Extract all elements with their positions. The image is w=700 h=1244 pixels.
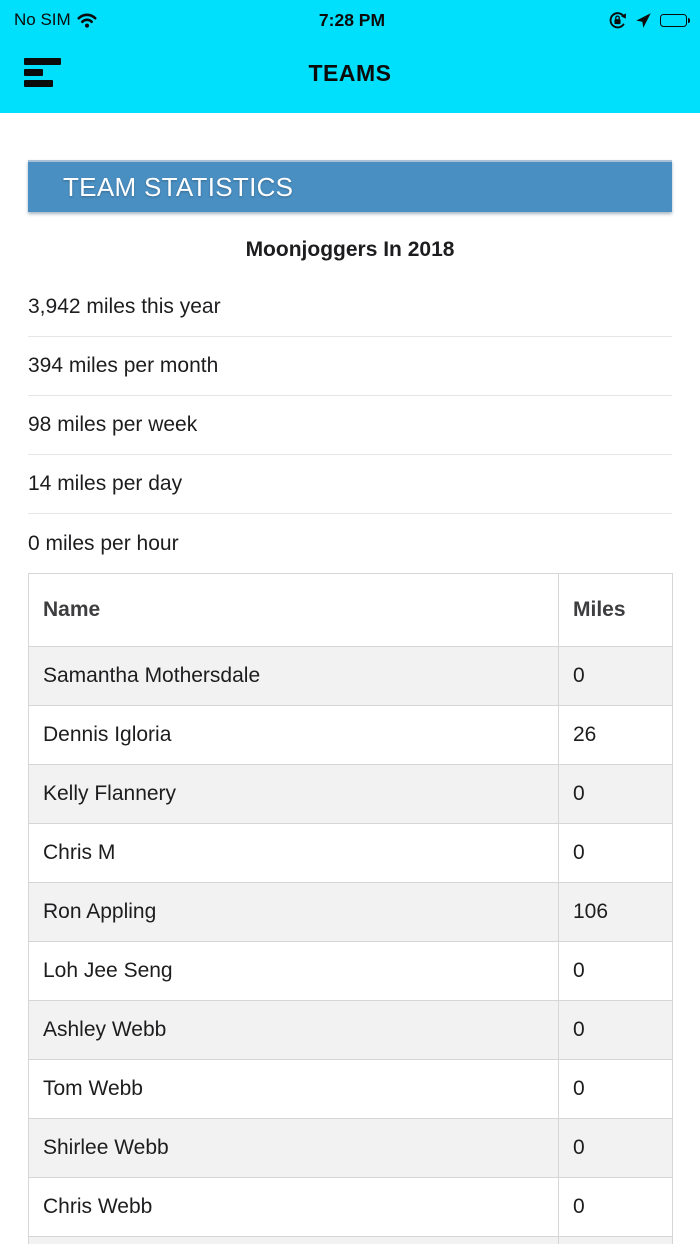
carrier-label: No SIM bbox=[14, 10, 71, 29]
stat-item: 98 miles per week bbox=[28, 396, 672, 455]
content-area bbox=[0, 160, 700, 1244]
column-header-miles: Miles bbox=[559, 574, 673, 647]
battery-icon bbox=[660, 14, 691, 27]
table-row bbox=[29, 1001, 673, 1060]
member-name-cell: Loh Jee Seng bbox=[29, 942, 559, 1001]
section-header bbox=[28, 160, 672, 212]
table-row bbox=[29, 883, 673, 942]
status-bar bbox=[0, 0, 700, 40]
table-header-row bbox=[29, 574, 673, 647]
table-row bbox=[29, 1237, 673, 1244]
team-stats-list bbox=[28, 278, 672, 573]
hamburger-menu-icon bbox=[24, 58, 61, 87]
member-name-cell bbox=[29, 1237, 559, 1244]
table-row bbox=[29, 647, 673, 706]
table-row bbox=[29, 824, 673, 883]
clock: 7:28 PM bbox=[318, 9, 386, 30]
stat-item: 3,942 miles this year bbox=[28, 278, 672, 337]
members-table bbox=[28, 573, 673, 1244]
member-name-cell: Kelly Flannery bbox=[29, 765, 559, 824]
member-name-cell: Chris M bbox=[29, 824, 559, 883]
member-miles-cell: 0 bbox=[559, 1001, 673, 1060]
member-miles-cell: 0 bbox=[559, 765, 673, 824]
stat-item: 0 miles per hour bbox=[28, 531, 179, 555]
nav-bar bbox=[0, 40, 700, 113]
member-name-cell: Samantha Mothersdale bbox=[29, 647, 559, 706]
stat-item: 394 miles per month bbox=[28, 337, 672, 396]
status-bar-left bbox=[14, 10, 214, 30]
column-header-name: Name bbox=[29, 574, 559, 647]
member-miles-cell: 0 bbox=[559, 1060, 673, 1119]
member-name-cell: Tom Webb bbox=[29, 1060, 559, 1119]
member-name-cell: Ron Appling bbox=[29, 883, 559, 942]
member-miles-cell: 0 bbox=[559, 647, 673, 706]
member-miles-cell: 26 bbox=[559, 706, 673, 765]
member-miles-cell: 106 bbox=[559, 883, 673, 942]
table-row bbox=[29, 1060, 673, 1119]
member-miles-cell: 0 bbox=[559, 824, 673, 883]
member-name-cell: Dennis Igloria bbox=[29, 706, 559, 765]
page-title: TEAMS bbox=[308, 60, 392, 86]
table-row bbox=[29, 1178, 673, 1237]
hamburger-menu-button[interactable] bbox=[18, 52, 67, 93]
member-name-cell: Shirlee Webb bbox=[29, 1119, 559, 1178]
member-name-cell: Ashley Webb bbox=[29, 1001, 559, 1060]
wifi-icon bbox=[77, 13, 97, 28]
stat-item: 14 miles per day bbox=[28, 455, 672, 514]
table-row bbox=[29, 942, 673, 1001]
table-row bbox=[29, 706, 673, 765]
table-row bbox=[29, 765, 673, 824]
status-bar-right bbox=[490, 11, 690, 30]
orientation-lock-icon bbox=[608, 11, 627, 30]
member-miles-cell bbox=[559, 1237, 673, 1244]
team-title: Moonjoggers In 2018 bbox=[245, 238, 455, 261]
section-title: TEAM STATISTICS bbox=[63, 171, 294, 202]
member-miles-cell: 0 bbox=[559, 1178, 673, 1237]
member-miles-cell: 0 bbox=[559, 942, 673, 1001]
table-row bbox=[29, 1119, 673, 1178]
member-name-cell: Chris Webb bbox=[29, 1178, 559, 1237]
member-miles-cell: 0 bbox=[559, 1119, 673, 1178]
location-icon bbox=[635, 12, 652, 29]
